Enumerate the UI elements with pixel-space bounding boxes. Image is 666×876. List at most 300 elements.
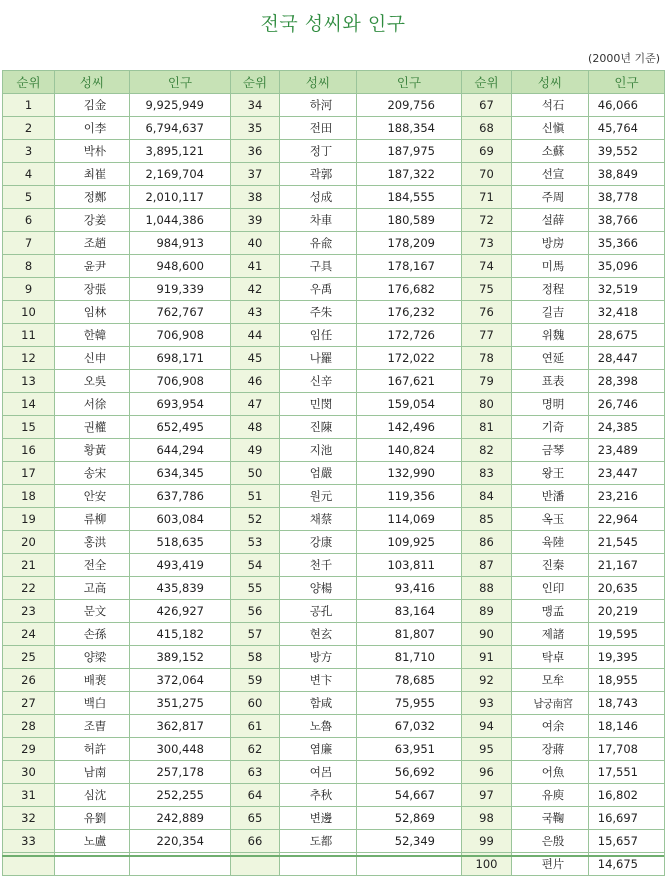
- population-cell: 28,675: [589, 324, 665, 347]
- table-row: [3, 439, 665, 462]
- rank-cell: 12: [3, 347, 55, 370]
- column-header: 인구: [589, 71, 665, 94]
- rank-cell: 7: [3, 232, 55, 255]
- population-cell: 21,167: [589, 554, 665, 577]
- population-cell: 176,232: [357, 301, 462, 324]
- population-cell: 252,255: [130, 784, 231, 807]
- surname-cell: 신申: [55, 347, 130, 370]
- table-row: [3, 692, 665, 715]
- table-row: [3, 416, 665, 439]
- surname-cell: 은殷: [512, 830, 589, 853]
- surname-cell: 조曺: [55, 715, 130, 738]
- surname-cell: 심沈: [55, 784, 130, 807]
- rank-cell: 52: [231, 508, 280, 531]
- surname-cell: 양楊: [280, 577, 357, 600]
- surname-cell: 옥玉: [512, 508, 589, 531]
- population-cell: 762,767: [130, 301, 231, 324]
- population-cell: 19,395: [589, 646, 665, 669]
- population-cell: 2,010,117: [130, 186, 231, 209]
- column-header: 인구: [130, 71, 231, 94]
- table-row: [3, 807, 665, 830]
- surname-cell: 지池: [280, 439, 357, 462]
- rank-cell: 48: [231, 416, 280, 439]
- surname-cell: 성成: [280, 186, 357, 209]
- surname-cell: 방方: [280, 646, 357, 669]
- surname-cell: 소蘇: [512, 140, 589, 163]
- surname-cell: 함咸: [280, 692, 357, 715]
- population-cell: 698,171: [130, 347, 231, 370]
- surname-cell: 임林: [55, 301, 130, 324]
- surname-cell: 임任: [280, 324, 357, 347]
- surname-cell: 천千: [280, 554, 357, 577]
- reference-year-note: (2000년 기준): [588, 52, 660, 65]
- population-cell: 21,545: [589, 531, 665, 554]
- rank-cell: 91: [462, 646, 512, 669]
- population-cell: 644,294: [130, 439, 231, 462]
- population-cell: 2,169,704: [130, 163, 231, 186]
- rank-cell: 70: [462, 163, 512, 186]
- population-cell: 415,182: [130, 623, 231, 646]
- population-cell: 46,066: [589, 94, 665, 117]
- surname-cell: 채蔡: [280, 508, 357, 531]
- surname-cell: 진陳: [280, 416, 357, 439]
- table-row: [3, 784, 665, 807]
- population-cell: 706,908: [130, 324, 231, 347]
- surname-cell: 방房: [512, 232, 589, 255]
- population-cell: 83,164: [357, 600, 462, 623]
- rank-cell: 27: [3, 692, 55, 715]
- surname-cell: 차車: [280, 209, 357, 232]
- population-cell: 16,802: [589, 784, 665, 807]
- surname-cell: 신愼: [512, 117, 589, 140]
- surname-cell: 안安: [55, 485, 130, 508]
- population-cell: 81,710: [357, 646, 462, 669]
- surname-cell: 오吳: [55, 370, 130, 393]
- rank-cell: 44: [231, 324, 280, 347]
- rank-cell: 99: [462, 830, 512, 853]
- rank-cell: 87: [462, 554, 512, 577]
- surname-cell: 편片: [512, 853, 589, 876]
- table-row: [3, 715, 665, 738]
- surname-cell: 노魯: [280, 715, 357, 738]
- rank-cell: 17: [3, 462, 55, 485]
- surname-cell: 원元: [280, 485, 357, 508]
- surname-cell: 유兪: [280, 232, 357, 255]
- rank-cell: 64: [231, 784, 280, 807]
- table-row: [3, 830, 665, 853]
- table-row: [3, 94, 665, 117]
- population-cell: 32,418: [589, 301, 665, 324]
- surname-cell: 국鞠: [512, 807, 589, 830]
- table-row: [3, 278, 665, 301]
- surname-cell: 금琴: [512, 439, 589, 462]
- surname-cell: 선宣: [512, 163, 589, 186]
- population-cell: 20,219: [589, 600, 665, 623]
- population-cell: 75,955: [357, 692, 462, 715]
- rank-cell: 88: [462, 577, 512, 600]
- population-cell: 706,908: [130, 370, 231, 393]
- rank-cell: 33: [3, 830, 55, 853]
- surname-cell: 염廉: [280, 738, 357, 761]
- surname-cell: 어魚: [512, 761, 589, 784]
- surname-cell: 육陸: [512, 531, 589, 554]
- rank-cell: 11: [3, 324, 55, 347]
- column-header: 성씨: [512, 71, 589, 94]
- population-cell: 178,209: [357, 232, 462, 255]
- rank-cell: 80: [462, 393, 512, 416]
- population-cell: 22,964: [589, 508, 665, 531]
- surname-cell: 변邊: [280, 807, 357, 830]
- rank-cell: 74: [462, 255, 512, 278]
- surname-cell: 엄嚴: [280, 462, 357, 485]
- surname-cell: 표表: [512, 370, 589, 393]
- surname-cell: 허許: [55, 738, 130, 761]
- surname-cell: 나羅: [280, 347, 357, 370]
- table-row: [3, 209, 665, 232]
- column-header: 순위: [462, 71, 512, 94]
- population-cell: 17,708: [589, 738, 665, 761]
- population-cell: 18,955: [589, 669, 665, 692]
- population-cell: 652,495: [130, 416, 231, 439]
- rank-cell: 50: [231, 462, 280, 485]
- rank-cell: 14: [3, 393, 55, 416]
- table-row: [3, 485, 665, 508]
- table-row: [3, 738, 665, 761]
- rank-cell: 46: [231, 370, 280, 393]
- surname-cell: 기奇: [512, 416, 589, 439]
- surname-cell: 맹孟: [512, 600, 589, 623]
- rank-cell: 4: [3, 163, 55, 186]
- rank-cell: 32: [3, 807, 55, 830]
- table-row: [3, 554, 665, 577]
- rank-cell: 51: [231, 485, 280, 508]
- population-cell: 119,356: [357, 485, 462, 508]
- rank-cell: 31: [3, 784, 55, 807]
- population-cell: 32,519: [589, 278, 665, 301]
- surname-cell: 도都: [280, 830, 357, 853]
- population-cell: 17,551: [589, 761, 665, 784]
- rank-cell: 49: [231, 439, 280, 462]
- surname-cell: 정鄭: [55, 186, 130, 209]
- rank-cell: 2: [3, 117, 55, 140]
- population-cell: 14,675: [589, 853, 665, 876]
- rank-cell: 9: [3, 278, 55, 301]
- rank-cell: 53: [231, 531, 280, 554]
- rank-cell: 25: [3, 646, 55, 669]
- surname-cell: 하河: [280, 94, 357, 117]
- population-cell: 184,555: [357, 186, 462, 209]
- surname-cell: 윤尹: [55, 255, 130, 278]
- population-cell: 109,925: [357, 531, 462, 554]
- rank-cell: 28: [3, 715, 55, 738]
- rank-cell: 56: [231, 600, 280, 623]
- rank-cell: 72: [462, 209, 512, 232]
- population-cell: 28,398: [589, 370, 665, 393]
- population-cell: 1,044,386: [130, 209, 231, 232]
- surname-cell: 길吉: [512, 301, 589, 324]
- surname-cell: 남南: [55, 761, 130, 784]
- rank-cell: 29: [3, 738, 55, 761]
- population-cell: 140,824: [357, 439, 462, 462]
- population-cell: 3,895,121: [130, 140, 231, 163]
- population-cell: 188,354: [357, 117, 462, 140]
- rank-cell: 54: [231, 554, 280, 577]
- population-cell: 948,600: [130, 255, 231, 278]
- surname-cell: 신辛: [280, 370, 357, 393]
- population-cell: 209,756: [357, 94, 462, 117]
- rank-cell: 26: [3, 669, 55, 692]
- rank-cell: 89: [462, 600, 512, 623]
- column-header: 순위: [231, 71, 280, 94]
- rank-cell: 100: [462, 853, 512, 876]
- rank-cell: 58: [231, 646, 280, 669]
- surname-cell: 연延: [512, 347, 589, 370]
- surname-cell: 변卞: [280, 669, 357, 692]
- population-cell: 372,064: [130, 669, 231, 692]
- population-cell: 28,447: [589, 347, 665, 370]
- rank-cell: 68: [462, 117, 512, 140]
- population-cell: 38,766: [589, 209, 665, 232]
- population-cell: 39,552: [589, 140, 665, 163]
- population-cell: 389,152: [130, 646, 231, 669]
- population-cell: 93,416: [357, 577, 462, 600]
- surname-cell: 여呂: [280, 761, 357, 784]
- column-header: 인구: [357, 71, 462, 94]
- rank-cell: 15: [3, 416, 55, 439]
- surname-cell: 김金: [55, 94, 130, 117]
- population-cell: 693,954: [130, 393, 231, 416]
- rank-cell: 45: [231, 347, 280, 370]
- rank-cell: 10: [3, 301, 55, 324]
- population-cell: 114,069: [357, 508, 462, 531]
- population-cell: 435,839: [130, 577, 231, 600]
- surname-cell: 미馬: [512, 255, 589, 278]
- population-cell: 67,032: [357, 715, 462, 738]
- table-row: [3, 669, 665, 692]
- surname-cell: 석石: [512, 94, 589, 117]
- rank-cell: 13: [3, 370, 55, 393]
- population-cell: 81,807: [357, 623, 462, 646]
- rank-cell: 77: [462, 324, 512, 347]
- column-header: 성씨: [280, 71, 357, 94]
- surname-cell: 조趙: [55, 232, 130, 255]
- population-cell: 242,889: [130, 807, 231, 830]
- population-cell: 35,366: [589, 232, 665, 255]
- rank-cell: 38: [231, 186, 280, 209]
- population-cell: 172,726: [357, 324, 462, 347]
- surname-cell: 백白: [55, 692, 130, 715]
- surname-cell: 노盧: [55, 830, 130, 853]
- page-title: 전국 성씨와 인구: [260, 13, 406, 35]
- rank-cell: 97: [462, 784, 512, 807]
- rank-cell: 67: [462, 94, 512, 117]
- population-cell: 16,697: [589, 807, 665, 830]
- table-row: [3, 232, 665, 255]
- population-cell: 52,869: [357, 807, 462, 830]
- surname-cell: 반潘: [512, 485, 589, 508]
- table-row: [3, 646, 665, 669]
- rank-cell: 23: [3, 600, 55, 623]
- surname-cell: 인印: [512, 577, 589, 600]
- surname-cell: 설薛: [512, 209, 589, 232]
- population-cell: 20,635: [589, 577, 665, 600]
- population-cell: 178,167: [357, 255, 462, 278]
- rank-cell: 78: [462, 347, 512, 370]
- rank-cell: 37: [231, 163, 280, 186]
- surname-cell: 민閔: [280, 393, 357, 416]
- rank-cell: 61: [231, 715, 280, 738]
- table-row: [3, 508, 665, 531]
- rank-cell: 98: [462, 807, 512, 830]
- population-cell: 187,975: [357, 140, 462, 163]
- column-header: 성씨: [55, 71, 130, 94]
- rank-cell: 21: [3, 554, 55, 577]
- rank-cell: 90: [462, 623, 512, 646]
- population-cell: 54,667: [357, 784, 462, 807]
- surname-cell: 전田: [280, 117, 357, 140]
- population-cell: 300,448: [130, 738, 231, 761]
- population-cell: 634,345: [130, 462, 231, 485]
- rank-cell: 5: [3, 186, 55, 209]
- population-cell: 132,990: [357, 462, 462, 485]
- rank-cell: 39: [231, 209, 280, 232]
- rank-cell: 84: [462, 485, 512, 508]
- table-row: [3, 117, 665, 140]
- rank-cell: 35: [231, 117, 280, 140]
- rank-cell: 34: [231, 94, 280, 117]
- rank-cell: 16: [3, 439, 55, 462]
- surname-cell: 한韓: [55, 324, 130, 347]
- surname-cell: 류柳: [55, 508, 130, 531]
- surname-cell: 모牟: [512, 669, 589, 692]
- rank-cell: 82: [462, 439, 512, 462]
- rank-cell: 22: [3, 577, 55, 600]
- population-cell: 362,817: [130, 715, 231, 738]
- population-cell: 426,927: [130, 600, 231, 623]
- population-cell: 351,275: [130, 692, 231, 715]
- table-row: [3, 163, 665, 186]
- rank-cell: 83: [462, 462, 512, 485]
- rank-cell: 86: [462, 531, 512, 554]
- column-header: 순위: [3, 71, 55, 94]
- rank-cell: 60: [231, 692, 280, 715]
- rank-cell: 19: [3, 508, 55, 531]
- rank-cell: 1: [3, 94, 55, 117]
- rank-cell: 62: [231, 738, 280, 761]
- population-cell: 23,216: [589, 485, 665, 508]
- surname-cell: 곽郭: [280, 163, 357, 186]
- rank-cell: 94: [462, 715, 512, 738]
- rank-cell: 41: [231, 255, 280, 278]
- population-cell: 984,913: [130, 232, 231, 255]
- surname-cell: 주朱: [280, 301, 357, 324]
- population-cell: 176,682: [357, 278, 462, 301]
- rank-cell: 8: [3, 255, 55, 278]
- population-cell: 15,657: [589, 830, 665, 853]
- surname-cell: 여余: [512, 715, 589, 738]
- rank-cell: 76: [462, 301, 512, 324]
- table-row: [3, 140, 665, 163]
- table-row: [3, 186, 665, 209]
- population-cell: 919,339: [130, 278, 231, 301]
- surname-cell: 제諸: [512, 623, 589, 646]
- surname-cell: 구具: [280, 255, 357, 278]
- surname-cell: 현玄: [280, 623, 357, 646]
- surname-cell: 고高: [55, 577, 130, 600]
- table-row: [3, 370, 665, 393]
- surname-cell: 유庾: [512, 784, 589, 807]
- population-cell: 63,951: [357, 738, 462, 761]
- population-cell: 23,447: [589, 462, 665, 485]
- rank-cell: 42: [231, 278, 280, 301]
- rank-cell: 92: [462, 669, 512, 692]
- rank-cell: 95: [462, 738, 512, 761]
- table-body: [3, 94, 665, 876]
- rank-cell: 40: [231, 232, 280, 255]
- rank-cell: 63: [231, 761, 280, 784]
- rank-cell: 20: [3, 531, 55, 554]
- population-cell: 603,084: [130, 508, 231, 531]
- surname-cell: 강康: [280, 531, 357, 554]
- rank-cell: 93: [462, 692, 512, 715]
- population-cell: 18,743: [589, 692, 665, 715]
- table-row: [3, 347, 665, 370]
- table-row: [3, 324, 665, 347]
- rank-cell: 18: [3, 485, 55, 508]
- surname-cell: 정程: [512, 278, 589, 301]
- population-cell: 78,685: [357, 669, 462, 692]
- rank-cell: 47: [231, 393, 280, 416]
- table-row: [3, 393, 665, 416]
- rank-cell: 24: [3, 623, 55, 646]
- surname-cell: 전全: [55, 554, 130, 577]
- surname-cell: 송宋: [55, 462, 130, 485]
- rank-cell: 59: [231, 669, 280, 692]
- surname-cell: 양梁: [55, 646, 130, 669]
- surname-cell: 황黃: [55, 439, 130, 462]
- surname-cell: 이李: [55, 117, 130, 140]
- population-cell: 637,786: [130, 485, 231, 508]
- population-cell: 52,349: [357, 830, 462, 853]
- population-cell: 35,096: [589, 255, 665, 278]
- population-cell: 220,354: [130, 830, 231, 853]
- surname-cell: 탁卓: [512, 646, 589, 669]
- population-cell: 18,146: [589, 715, 665, 738]
- surname-population-table: [2, 70, 665, 876]
- rank-cell: 71: [462, 186, 512, 209]
- rank-cell: 75: [462, 278, 512, 301]
- table-row: [3, 531, 665, 554]
- rank-cell: 36: [231, 140, 280, 163]
- rank-cell: 96: [462, 761, 512, 784]
- rank-cell: 30: [3, 761, 55, 784]
- rank-cell: 65: [231, 807, 280, 830]
- population-cell: 142,496: [357, 416, 462, 439]
- population-cell: 56,692: [357, 761, 462, 784]
- rank-cell: 55: [231, 577, 280, 600]
- population-cell: 167,621: [357, 370, 462, 393]
- surname-cell: 진秦: [512, 554, 589, 577]
- rank-cell: 57: [231, 623, 280, 646]
- rank-cell: 43: [231, 301, 280, 324]
- surname-cell: 공孔: [280, 600, 357, 623]
- population-cell: 6,794,637: [130, 117, 231, 140]
- population-cell: 9,925,949: [130, 94, 231, 117]
- rank-cell: 73: [462, 232, 512, 255]
- rank-cell: 66: [231, 830, 280, 853]
- rank-cell: 79: [462, 370, 512, 393]
- population-cell: 26,746: [589, 393, 665, 416]
